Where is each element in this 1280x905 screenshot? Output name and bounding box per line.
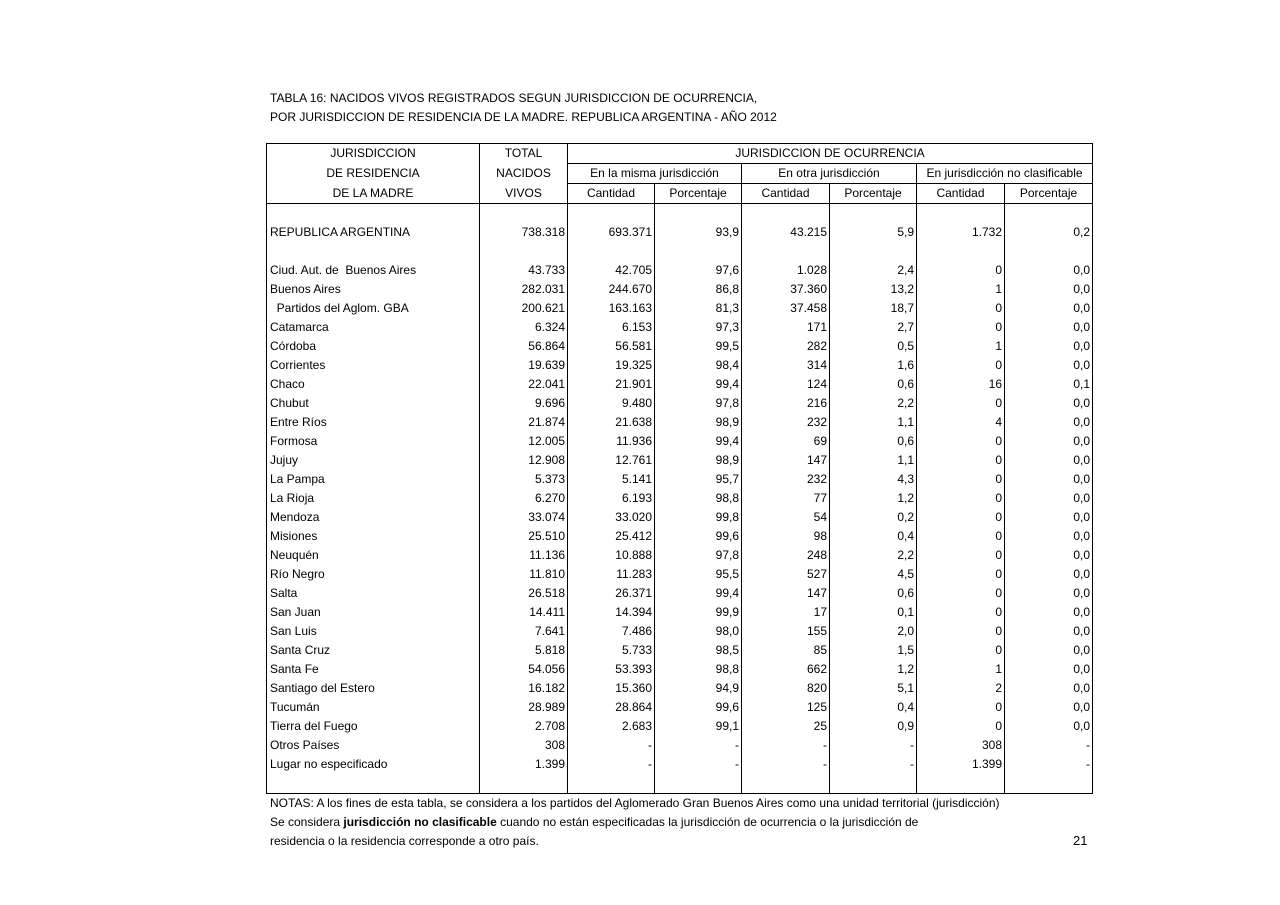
- table-row: [267, 356, 1093, 375]
- table-row: [267, 565, 1093, 584]
- otra-porcentaje-cell: -: [830, 736, 917, 755]
- total-cell: 28.989: [480, 698, 568, 717]
- total-cell: 11.810: [480, 565, 568, 584]
- total-cell: 12.908: [480, 451, 568, 470]
- otra-porcentaje-cell: 1,1: [830, 413, 917, 432]
- nc-cantidad-cell: 1.399: [917, 755, 1005, 774]
- row-name: Otros Países: [270, 738, 340, 752]
- table-row: [267, 603, 1093, 622]
- nc-cantidad-cell: 0: [917, 432, 1005, 451]
- row-name: Ciud. Aut. de Buenos Aires: [270, 263, 417, 277]
- nc-porcentaje-cell: 0,0: [1005, 546, 1093, 565]
- nc-cantidad-cell: 0: [917, 356, 1005, 375]
- row-name: La Rioja: [270, 491, 315, 505]
- otra-cantidad-cell: 77: [742, 489, 830, 508]
- nc-porcentaje-cell: 0,2: [1005, 223, 1093, 242]
- total-cell: 7.641: [480, 622, 568, 641]
- row-name: Chaco: [270, 377, 305, 391]
- otra-cantidad-cell: 820: [742, 679, 830, 698]
- row-name: Entre Ríos: [270, 415, 327, 429]
- misma-cantidad-cell: 5.141: [568, 470, 655, 489]
- misma-porcentaje-cell: 93,9: [655, 223, 742, 242]
- misma-cantidad-cell: -: [568, 736, 655, 755]
- misma-porcentaje-cell: 97,8: [655, 546, 742, 565]
- row-name: Partidos del Aglom. GBA: [270, 301, 409, 315]
- nc-porcentaje-cell: 0,0: [1005, 489, 1093, 508]
- otra-porcentaje-cell: 2,7: [830, 318, 917, 337]
- row-name: Misiones: [270, 529, 318, 543]
- misma-porcentaje-cell: -: [655, 755, 742, 774]
- header-porcentaje: Porcentaje: [655, 184, 742, 204]
- nc-cantidad-cell: 0: [917, 470, 1005, 489]
- otra-porcentaje-cell: 0,6: [830, 432, 917, 451]
- otra-porcentaje-cell: 1,1: [830, 451, 917, 470]
- nc-cantidad-cell: 308: [917, 736, 1005, 755]
- otra-cantidad-cell: 527: [742, 565, 830, 584]
- table-row: [267, 261, 1093, 280]
- misma-cantidad-cell: 28.864: [568, 698, 655, 717]
- table-row: [267, 318, 1093, 337]
- table-row: [267, 698, 1093, 717]
- total-cell: 6.324: [480, 318, 568, 337]
- header-total-3: VIVOS: [480, 184, 568, 204]
- otra-cantidad-cell: 147: [742, 451, 830, 470]
- misma-cantidad-cell: -: [568, 755, 655, 774]
- table-header: [267, 144, 1093, 204]
- total-cell: 6.270: [480, 489, 568, 508]
- misma-cantidad-cell: 163.163: [568, 299, 655, 318]
- note-line-2-end: cuando no están especificadas la jurisdicción de ocurrencia o la jurisdicción de: [496, 815, 919, 829]
- table-row: [267, 299, 1093, 318]
- misma-porcentaje-cell: -: [655, 736, 742, 755]
- row-name: Chubut: [270, 396, 309, 410]
- total-cell: 25.510: [480, 527, 568, 546]
- otra-cantidad-cell: 232: [742, 413, 830, 432]
- misma-cantidad-cell: 11.936: [568, 432, 655, 451]
- misma-cantidad-cell: 7.486: [568, 622, 655, 641]
- misma-cantidad-cell: 244.670: [568, 280, 655, 299]
- table-row: [267, 394, 1093, 413]
- row-name: Buenos Aires: [270, 282, 341, 296]
- misma-porcentaje-cell: 99,4: [655, 432, 742, 451]
- nc-cantidad-cell: 0: [917, 717, 1005, 736]
- nc-porcentaje-cell: 0,0: [1005, 470, 1093, 489]
- note-line-2-bold: jurisdicción no clasificable: [343, 815, 497, 829]
- misma-cantidad-cell: 15.360: [568, 679, 655, 698]
- otra-porcentaje-cell: 0,9: [830, 717, 917, 736]
- row-name: Santa Fe: [270, 662, 319, 676]
- row-name: Jujuy: [270, 453, 299, 467]
- table-row: [267, 679, 1093, 698]
- nc-cantidad-cell: 0: [917, 394, 1005, 413]
- total-cell: 2.708: [480, 717, 568, 736]
- otra-cantidad-cell: 1.028: [742, 261, 830, 280]
- otra-porcentaje-cell: 18,7: [830, 299, 917, 318]
- otra-porcentaje-cell: 0,2: [830, 508, 917, 527]
- otra-porcentaje-cell: 2,4: [830, 261, 917, 280]
- misma-porcentaje-cell: 99,8: [655, 508, 742, 527]
- table-row: [267, 527, 1093, 546]
- otra-cantidad-cell: 282: [742, 337, 830, 356]
- misma-cantidad-cell: 10.888: [568, 546, 655, 565]
- note-line-3: residencia o la residencia corresponde a otro país.: [270, 834, 539, 848]
- otra-cantidad-cell: 37.360: [742, 280, 830, 299]
- nc-cantidad-cell: 0: [917, 508, 1005, 527]
- nc-porcentaje-cell: 0,0: [1005, 432, 1093, 451]
- misma-cantidad-cell: 11.283: [568, 565, 655, 584]
- misma-porcentaje-cell: 99,1: [655, 717, 742, 736]
- row-name: Santiago del Estero: [270, 681, 375, 695]
- otra-porcentaje-cell: -: [830, 755, 917, 774]
- nc-porcentaje-cell: 0,0: [1005, 641, 1093, 660]
- misma-porcentaje-cell: 98,5: [655, 641, 742, 660]
- misma-cantidad-cell: 693.371: [568, 223, 655, 242]
- nc-cantidad-cell: 1: [917, 337, 1005, 356]
- otra-cantidad-cell: 147: [742, 584, 830, 603]
- otra-porcentaje-cell: 1,5: [830, 641, 917, 660]
- otra-cantidad-cell: 69: [742, 432, 830, 451]
- nc-porcentaje-cell: 0,0: [1005, 413, 1093, 432]
- table-row: [267, 375, 1093, 394]
- table-row: [267, 622, 1093, 641]
- misma-cantidad-cell: 53.393: [568, 660, 655, 679]
- total-cell: 5.818: [480, 641, 568, 660]
- otra-cantidad-cell: 17: [742, 603, 830, 622]
- header-otra-jurisdiccion: En otra jurisdicción: [742, 164, 917, 184]
- total-cell: 1.399: [480, 755, 568, 774]
- nc-cantidad-cell: 0: [917, 641, 1005, 660]
- table-row: [267, 736, 1093, 755]
- table-title-line-1: TABLA 16: NACIDOS VIVOS REGISTRADOS SEGUN JURISDICCION DE OCURRENCIA,: [270, 91, 758, 105]
- table-row: [267, 584, 1093, 603]
- otra-porcentaje-cell: 5,9: [830, 223, 917, 242]
- total-cell: 11.136: [480, 546, 568, 565]
- total-cell: 12.005: [480, 432, 568, 451]
- misma-cantidad-cell: 21.901: [568, 375, 655, 394]
- total-cell: 26.518: [480, 584, 568, 603]
- otra-porcentaje-cell: 2,2: [830, 394, 917, 413]
- header-cantidad: Cantidad: [568, 184, 655, 204]
- nc-cantidad-cell: 0: [917, 698, 1005, 717]
- header-jurisdiccion-2: DE RESIDENCIA: [326, 166, 420, 180]
- nc-cantidad-cell: 1: [917, 660, 1005, 679]
- page-number: 21: [1073, 833, 1088, 848]
- total-cell: 16.182: [480, 679, 568, 698]
- table-row: [267, 470, 1093, 489]
- header-jurisdiccion-1: JURISDICCION: [330, 146, 416, 161]
- misma-cantidad-cell: 12.761: [568, 451, 655, 470]
- misma-porcentaje-cell: 95,7: [655, 470, 742, 489]
- misma-porcentaje-cell: 86,8: [655, 280, 742, 299]
- nc-cantidad-cell: 0: [917, 451, 1005, 470]
- row-name: Tucumán: [270, 700, 320, 714]
- otra-cantidad-cell: 85: [742, 641, 830, 660]
- total-cell: 21.874: [480, 413, 568, 432]
- nc-cantidad-cell: 0: [917, 622, 1005, 641]
- otra-porcentaje-cell: 1,2: [830, 489, 917, 508]
- otra-porcentaje-cell: 0,4: [830, 698, 917, 717]
- misma-cantidad-cell: 5.733: [568, 641, 655, 660]
- nc-cantidad-cell: 0: [917, 527, 1005, 546]
- nc-cantidad-cell: 0: [917, 603, 1005, 622]
- total-cell: 200.621: [480, 299, 568, 318]
- otra-cantidad-cell: 125: [742, 698, 830, 717]
- nc-porcentaje-cell: 0,0: [1005, 318, 1093, 337]
- otra-cantidad-cell: 155: [742, 622, 830, 641]
- nc-porcentaje-cell: 0,0: [1005, 660, 1093, 679]
- nc-cantidad-cell: 16: [917, 375, 1005, 394]
- otra-porcentaje-cell: 5,1: [830, 679, 917, 698]
- row-name: Tierra del Fuego: [270, 719, 358, 733]
- row-name: Santa Cruz: [270, 643, 331, 657]
- row-name: Lugar no especificado: [270, 757, 388, 771]
- births-table: [266, 143, 1093, 794]
- nc-cantidad-cell: 1.732: [917, 223, 1005, 242]
- otra-porcentaje-cell: 2,2: [830, 546, 917, 565]
- misma-porcentaje-cell: 98,8: [655, 489, 742, 508]
- misma-porcentaje-cell: 97,3: [655, 318, 742, 337]
- table-row: [267, 280, 1093, 299]
- misma-cantidad-cell: 26.371: [568, 584, 655, 603]
- misma-cantidad-cell: 6.153: [568, 318, 655, 337]
- misma-cantidad-cell: 25.412: [568, 527, 655, 546]
- total-cell: 22.041: [480, 375, 568, 394]
- misma-cantidad-cell: 56.581: [568, 337, 655, 356]
- nc-porcentaje-cell: 0,0: [1005, 622, 1093, 641]
- table-row: [267, 717, 1093, 736]
- nc-porcentaje-cell: 0,0: [1005, 394, 1093, 413]
- row-name: Río Negro: [270, 567, 325, 581]
- table-row: [267, 660, 1093, 679]
- header-jurisdiccion-ocurrencia: JURISDICCION DE OCURRENCIA: [568, 144, 1093, 164]
- nc-porcentaje-cell: 0,0: [1005, 717, 1093, 736]
- misma-porcentaje-cell: 99,6: [655, 698, 742, 717]
- total-row: [267, 223, 1093, 242]
- header-misma-jurisdiccion: En la misma jurisdicción: [568, 164, 742, 184]
- total-cell: 282.031: [480, 280, 568, 299]
- nc-cantidad-cell: 1: [917, 280, 1005, 299]
- misma-cantidad-cell: 9.480: [568, 394, 655, 413]
- total-cell: 54.056: [480, 660, 568, 679]
- nc-cantidad-cell: 0: [917, 546, 1005, 565]
- header-total-1: TOTAL: [480, 144, 568, 164]
- otra-cantidad-cell: 54: [742, 508, 830, 527]
- table-row: [267, 546, 1093, 565]
- misma-cantidad-cell: 14.394: [568, 603, 655, 622]
- nc-porcentaje-cell: 0,0: [1005, 584, 1093, 603]
- misma-porcentaje-cell: 98,9: [655, 413, 742, 432]
- nc-cantidad-cell: 0: [917, 261, 1005, 280]
- row-name: La Pampa: [270, 472, 325, 486]
- nc-cantidad-cell: 0: [917, 489, 1005, 508]
- misma-cantidad-cell: 33.020: [568, 508, 655, 527]
- nc-cantidad-cell: 0: [917, 584, 1005, 603]
- misma-cantidad-cell: 21.638: [568, 413, 655, 432]
- header-cantidad: Cantidad: [917, 184, 1005, 204]
- table-row: [267, 451, 1093, 470]
- misma-porcentaje-cell: 98,4: [655, 356, 742, 375]
- misma-porcentaje-cell: 98,8: [655, 660, 742, 679]
- otra-cantidad-cell: 37.458: [742, 299, 830, 318]
- misma-porcentaje-cell: 97,6: [655, 261, 742, 280]
- table-body: [267, 204, 1093, 794]
- total-cell: 14.411: [480, 603, 568, 622]
- nc-porcentaje-cell: 0,0: [1005, 337, 1093, 356]
- header-cantidad: Cantidad: [742, 184, 830, 204]
- table-row: [267, 755, 1093, 774]
- row-name: Córdoba: [270, 339, 317, 353]
- misma-porcentaje-cell: 99,6: [655, 527, 742, 546]
- misma-porcentaje-cell: 99,4: [655, 584, 742, 603]
- row-name: Salta: [270, 586, 298, 600]
- misma-cantidad-cell: 42.705: [568, 261, 655, 280]
- total-cell: 19.639: [480, 356, 568, 375]
- misma-porcentaje-cell: 81,3: [655, 299, 742, 318]
- misma-porcentaje-cell: 95,5: [655, 565, 742, 584]
- nc-porcentaje-cell: 0,0: [1005, 261, 1093, 280]
- otra-cantidad-cell: 232: [742, 470, 830, 489]
- misma-porcentaje-cell: 98,9: [655, 451, 742, 470]
- header-total-2: NACIDOS: [480, 164, 568, 184]
- table-row: [267, 413, 1093, 432]
- header-jurisdiccion-3: DE LA MADRE: [267, 184, 480, 204]
- otra-porcentaje-cell: 0,1: [830, 603, 917, 622]
- total-cell: 33.074: [480, 508, 568, 527]
- table-row: [267, 489, 1093, 508]
- note-line-2: [270, 815, 918, 829]
- otra-porcentaje-cell: 0,4: [830, 527, 917, 546]
- misma-cantidad-cell: 6.193: [568, 489, 655, 508]
- nc-cantidad-cell: 0: [917, 318, 1005, 337]
- otra-porcentaje-cell: 0,6: [830, 375, 917, 394]
- otra-cantidad-cell: 248: [742, 546, 830, 565]
- misma-porcentaje-cell: 94,9: [655, 679, 742, 698]
- row-name: REPUBLICA ARGENTINA: [270, 225, 411, 239]
- nc-porcentaje-cell: 0,1: [1005, 375, 1093, 394]
- table-row: [267, 432, 1093, 451]
- row-name: Catamarca: [270, 320, 329, 334]
- otra-cantidad-cell: -: [742, 755, 830, 774]
- row-name: San Juan: [270, 605, 321, 619]
- otra-porcentaje-cell: 1,2: [830, 660, 917, 679]
- misma-porcentaje-cell: 99,4: [655, 375, 742, 394]
- nc-cantidad-cell: 0: [917, 565, 1005, 584]
- note-line-2-start: Se considera: [270, 815, 344, 829]
- nc-porcentaje-cell: -: [1005, 736, 1093, 755]
- nc-porcentaje-cell: 0,0: [1005, 508, 1093, 527]
- nc-porcentaje-cell: 0,0: [1005, 603, 1093, 622]
- total-cell: 43.733: [480, 261, 568, 280]
- otra-cantidad-cell: 314: [742, 356, 830, 375]
- table-row: [267, 641, 1093, 660]
- nc-cantidad-cell: 2: [917, 679, 1005, 698]
- total-cell: 56.864: [480, 337, 568, 356]
- otra-cantidad-cell: -: [742, 736, 830, 755]
- nc-porcentaje-cell: 0,0: [1005, 698, 1093, 717]
- otra-porcentaje-cell: 13,2: [830, 280, 917, 299]
- total-cell: 9.696: [480, 394, 568, 413]
- table-row: [267, 337, 1093, 356]
- otra-cantidad-cell: 25: [742, 717, 830, 736]
- header-no-clasificable: En jurisdicción no clasificable: [917, 164, 1093, 184]
- table-title-line-2: POR JURISDICCION DE RESIDENCIA DE LA MADRE. REPUBLICA ARGENTINA - AÑO 2012: [270, 110, 777, 124]
- nc-porcentaje-cell: 0,0: [1005, 280, 1093, 299]
- table-row: [267, 508, 1093, 527]
- total-cell: 738.318: [480, 223, 568, 242]
- nc-porcentaje-cell: 0,0: [1005, 527, 1093, 546]
- header-porcentaje: Porcentaje: [1005, 184, 1093, 204]
- row-name: San Luis: [270, 624, 317, 638]
- otra-porcentaje-cell: 4,5: [830, 565, 917, 584]
- otra-cantidad-cell: 43.215: [742, 223, 830, 242]
- misma-cantidad-cell: 19.325: [568, 356, 655, 375]
- otra-porcentaje-cell: 0,6: [830, 584, 917, 603]
- otra-porcentaje-cell: 4,3: [830, 470, 917, 489]
- row-name: Neuquén: [270, 548, 319, 562]
- otra-porcentaje-cell: 2,0: [830, 622, 917, 641]
- otra-cantidad-cell: 124: [742, 375, 830, 394]
- otra-porcentaje-cell: 0,5: [830, 337, 917, 356]
- nc-porcentaje-cell: 0,0: [1005, 299, 1093, 318]
- nc-porcentaje-cell: -: [1005, 755, 1093, 774]
- row-name: Corrientes: [270, 358, 326, 372]
- nc-cantidad-cell: 4: [917, 413, 1005, 432]
- nc-porcentaje-cell: 0,0: [1005, 565, 1093, 584]
- misma-porcentaje-cell: 97,8: [655, 394, 742, 413]
- nc-porcentaje-cell: 0,0: [1005, 451, 1093, 470]
- nc-porcentaje-cell: 0,0: [1005, 356, 1093, 375]
- row-name: Formosa: [270, 434, 318, 448]
- misma-porcentaje-cell: 99,5: [655, 337, 742, 356]
- nc-cantidad-cell: 0: [917, 299, 1005, 318]
- header-porcentaje: Porcentaje: [830, 184, 917, 204]
- otra-cantidad-cell: 216: [742, 394, 830, 413]
- row-name: Mendoza: [270, 510, 320, 524]
- total-cell: 5.373: [480, 470, 568, 489]
- total-cell: 308: [480, 736, 568, 755]
- nc-porcentaje-cell: 0,0: [1005, 679, 1093, 698]
- otra-porcentaje-cell: 1,6: [830, 356, 917, 375]
- misma-porcentaje-cell: 98,0: [655, 622, 742, 641]
- otra-cantidad-cell: 662: [742, 660, 830, 679]
- misma-porcentaje-cell: 99,9: [655, 603, 742, 622]
- misma-cantidad-cell: 2.683: [568, 717, 655, 736]
- otra-cantidad-cell: 171: [742, 318, 830, 337]
- note-line-1: NOTAS: A los fines de esta tabla, se considera a los partidos del Aglomerado Gran Buenos Aires como una unidad territorial (jurisdicción): [270, 796, 1000, 810]
- otra-cantidad-cell: 98: [742, 527, 830, 546]
